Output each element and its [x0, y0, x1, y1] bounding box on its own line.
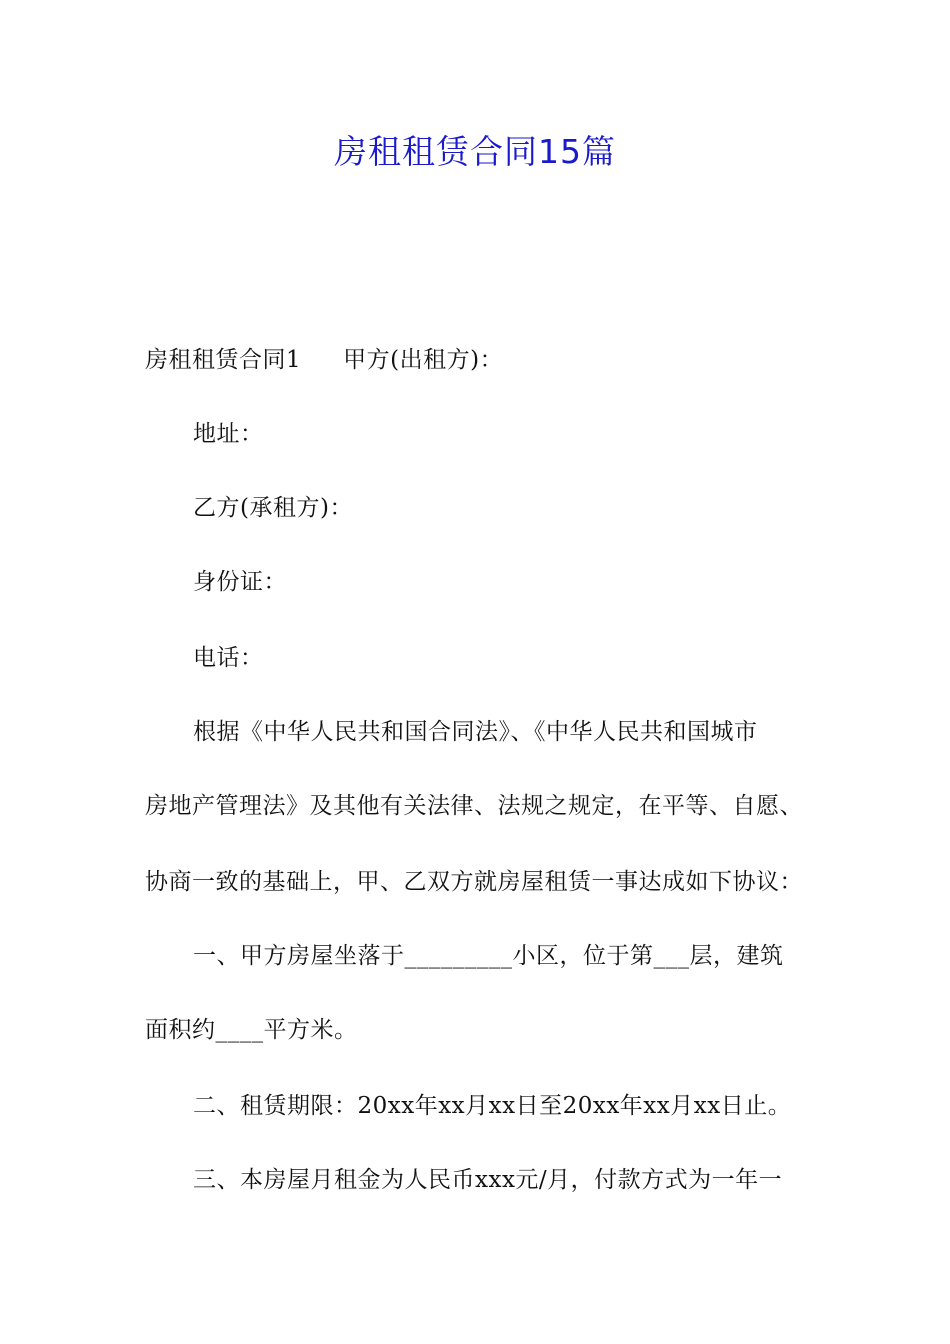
phone-line: 电话： — [193, 645, 264, 671]
clause-1-line: 一、甲方房屋坐落于_________小区，位于第___层，建筑 — [193, 943, 784, 969]
id-card-line: 身份证： — [193, 569, 287, 595]
contract-number: 房租租赁合同1 — [145, 347, 302, 373]
clause-1-line: 面积约____平方米。 — [145, 1017, 358, 1043]
paragraph-line: 根据《中华人民共和国合同法》、《中华人民共和国城市 — [193, 719, 758, 745]
address-line: 地址： — [193, 421, 264, 447]
document-title: 房租租赁合同15篇 — [334, 132, 616, 171]
party-b-line: 乙方(承租方)： — [193, 495, 353, 521]
paragraph-line: 房地产管理法》及其他有关法律、法规之规定，在平等、自愿、 — [145, 793, 803, 819]
party-a-label: 甲方(出租方)： — [343, 347, 504, 373]
paragraph-line: 协商一致的基础上，甲、乙双方就房屋租赁一事达成如下协议： — [145, 869, 803, 895]
contract-heading-line — [145, 344, 503, 376]
clause-2-line: 二、租赁期限：20xx年xx月xx日至20xx年xx月xx日止。 — [193, 1093, 792, 1119]
clause-3-line: 三、本房屋月租金为人民币xxx元/月，付款方式为一年一 — [193, 1167, 783, 1193]
